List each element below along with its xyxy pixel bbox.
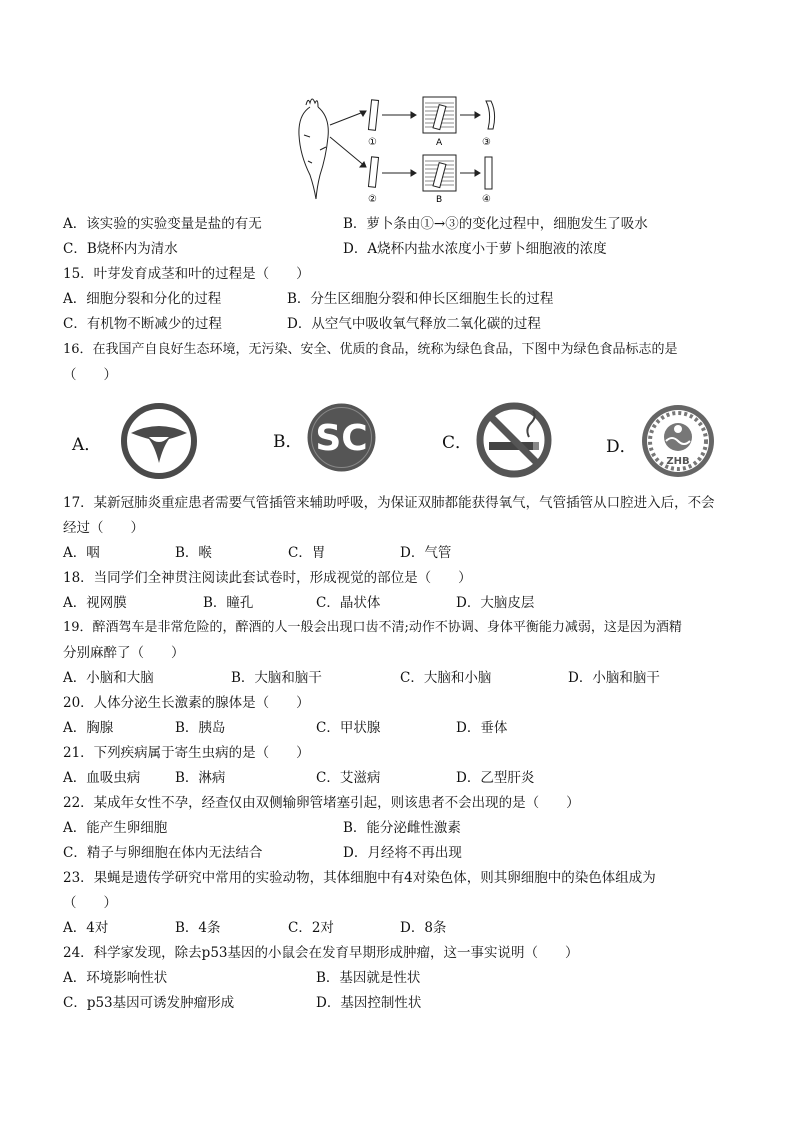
beaker-b — [423, 155, 456, 191]
q23-option-d: D．8条 — [400, 920, 447, 936]
q22-option-d: D．月经将不再出现 — [343, 845, 462, 861]
q20-stem: 20．人体分泌生长激素的腺体是（ ） — [63, 695, 310, 711]
zhb-logo-icon — [640, 403, 716, 479]
q23-stem-line2: （ ） — [63, 895, 117, 911]
q14-option-c: C．B烧杯内为清水 — [63, 241, 178, 257]
q17-option-b: B．喉 — [175, 545, 212, 561]
q20-option-d: D．垂体 — [456, 720, 508, 736]
q15-option-c: C．有机物不断减少的过程 — [63, 316, 222, 332]
q19-option-b: B．大脑和脑干 — [231, 670, 322, 686]
q23-option-a: A．4对 — [63, 920, 109, 936]
q17-option-c: C．胃 — [288, 545, 326, 561]
q16-stem-line1: 16．在我国产自良好生态环境，无污染、安全、优质的食品，统称为绿色食品，下图中为绿色食品标志的是 — [63, 342, 678, 357]
q22-stem: 22．某成年女性不孕，经查仅由双侧输卵管堵塞引起，则该患者不会出现的是（ ） — [63, 795, 580, 811]
q22-option-c: C．精子与卵细胞在体内无法结合 — [63, 845, 263, 861]
q17-option-a: A．咽 — [63, 545, 100, 561]
q17-stem-line2: 经过（ ） — [63, 520, 144, 536]
beaker-a — [423, 97, 456, 133]
q19-option-a: A．小脑和大脑 — [63, 670, 154, 686]
svg-text:SC: SC — [315, 418, 368, 459]
q15-option-a: A．细胞分裂和分化的过程 — [63, 291, 222, 307]
green-food-logo-icon — [119, 401, 199, 481]
sc-logo-icon — [305, 401, 378, 474]
strip-2 — [368, 157, 378, 188]
no-smoking-icon — [475, 401, 553, 479]
strip-3 — [486, 101, 495, 129]
q21-stem: 21．下列疾病属于寄生虫病的是（ ） — [63, 745, 310, 761]
strip-label-3: ③ — [482, 137, 491, 148]
q14-option-d: D．A烧杯内盐水浓度小于萝卜细胞液的浓度 — [343, 241, 607, 257]
q19-stem-line2: 分别麻醉了（ ） — [63, 645, 185, 661]
q21-option-c: C．艾滋病 — [316, 770, 381, 786]
q23-stem-line1: 23．果蝇是遗传学研究中常用的实验动物，其体细胞中有4对染色体，则其卵细胞中的染色体组成为 — [63, 870, 656, 886]
q19-option-c: C．大脑和小脑 — [400, 670, 492, 686]
q16-logo-label-c: C． — [442, 433, 473, 453]
q19-option-d: D．小脑和脑干 — [568, 670, 660, 686]
q16-stem-line2: （ ） — [63, 367, 117, 383]
beaker-label-a: A — [436, 138, 443, 148]
q20-option-b: B．胰岛 — [175, 720, 226, 736]
strip-4 — [485, 157, 492, 189]
q15-stem: 15．叶芽发育成茎和叶的过程是（ ） — [63, 266, 310, 282]
q15-option-b: B．分生区细胞分裂和伸长区细胞生长的过程 — [287, 291, 554, 307]
q22-option-b: B．能分泌雌性激素 — [343, 820, 461, 836]
q18-option-c: C．晶状体 — [316, 595, 381, 611]
q21-option-b: B．淋病 — [175, 770, 226, 786]
q24-option-d: D．基因控制性状 — [316, 995, 422, 1011]
q24-option-b: B．基因就是性状 — [316, 970, 421, 986]
q21-option-d: D．乙型肝炎 — [456, 770, 535, 786]
q20-option-c: C．甲状腺 — [316, 720, 381, 736]
beaker-label-b: B — [436, 195, 443, 205]
q16-logo-label-a: A． — [72, 435, 102, 455]
svg-text:ZHB: ZHB — [666, 456, 690, 467]
q18-stem: 18．当同学们全神贯注阅读此套试卷时，形成视觉的部位是（ ） — [63, 570, 472, 586]
q15-option-d: D．从空气中吸收氧气释放二氧化碳的过程 — [287, 316, 541, 332]
q16-logo-label-d: D． — [606, 437, 637, 457]
q24-stem: 24．科学家发现，除去p53基因的小鼠会在发育早期形成肿瘤，这一事实说明（ ） — [63, 945, 579, 961]
q14-option-a: A．该实验的实验变量是盐的有无 — [63, 216, 262, 232]
radish-drawing — [299, 99, 328, 199]
q24-option-a: A．环境影响性状 — [63, 970, 168, 986]
strip-label-1: ① — [368, 137, 377, 148]
q23-option-b: B．4条 — [175, 920, 221, 936]
q24-option-c: C．p53基因可诱发肿瘤形成 — [63, 995, 235, 1011]
q20-option-a: A．胸腺 — [63, 720, 114, 736]
strip-1 — [368, 100, 378, 131]
q23-option-c: C．2对 — [288, 920, 334, 936]
q14-option-b: B．萝卜条由①→③的变化过程中，细胞发生了吸水 — [343, 216, 648, 232]
q19-stem-line1: 19．醉酒驾车是非常危险的，醉酒的人一般会出现口齿不清;动作不协调、身体平衡能力减弱，这是因为酒精 — [63, 620, 682, 635]
q17-option-d: D．气管 — [400, 545, 452, 561]
q17-stem-line1: 17．某新冠肺炎重症患者需要气管插管来辅助呼吸，为保证双肺都能获得氧气，气管插管从口腔进入后，不会 — [63, 495, 715, 511]
q18-option-d: D．大脑皮层 — [456, 595, 535, 611]
strip-label-2: ② — [368, 194, 377, 205]
q18-option-a: A．视网膜 — [63, 595, 127, 611]
q16-logo-label-b: B． — [273, 432, 303, 452]
q18-option-b: B．瞳孔 — [203, 595, 254, 611]
radish-experiment-figure — [290, 95, 510, 205]
strip-label-4: ④ — [482, 194, 491, 205]
q21-option-a: A．血吸虫病 — [63, 770, 141, 786]
q22-option-a: A．能产生卵细胞 — [63, 820, 168, 836]
